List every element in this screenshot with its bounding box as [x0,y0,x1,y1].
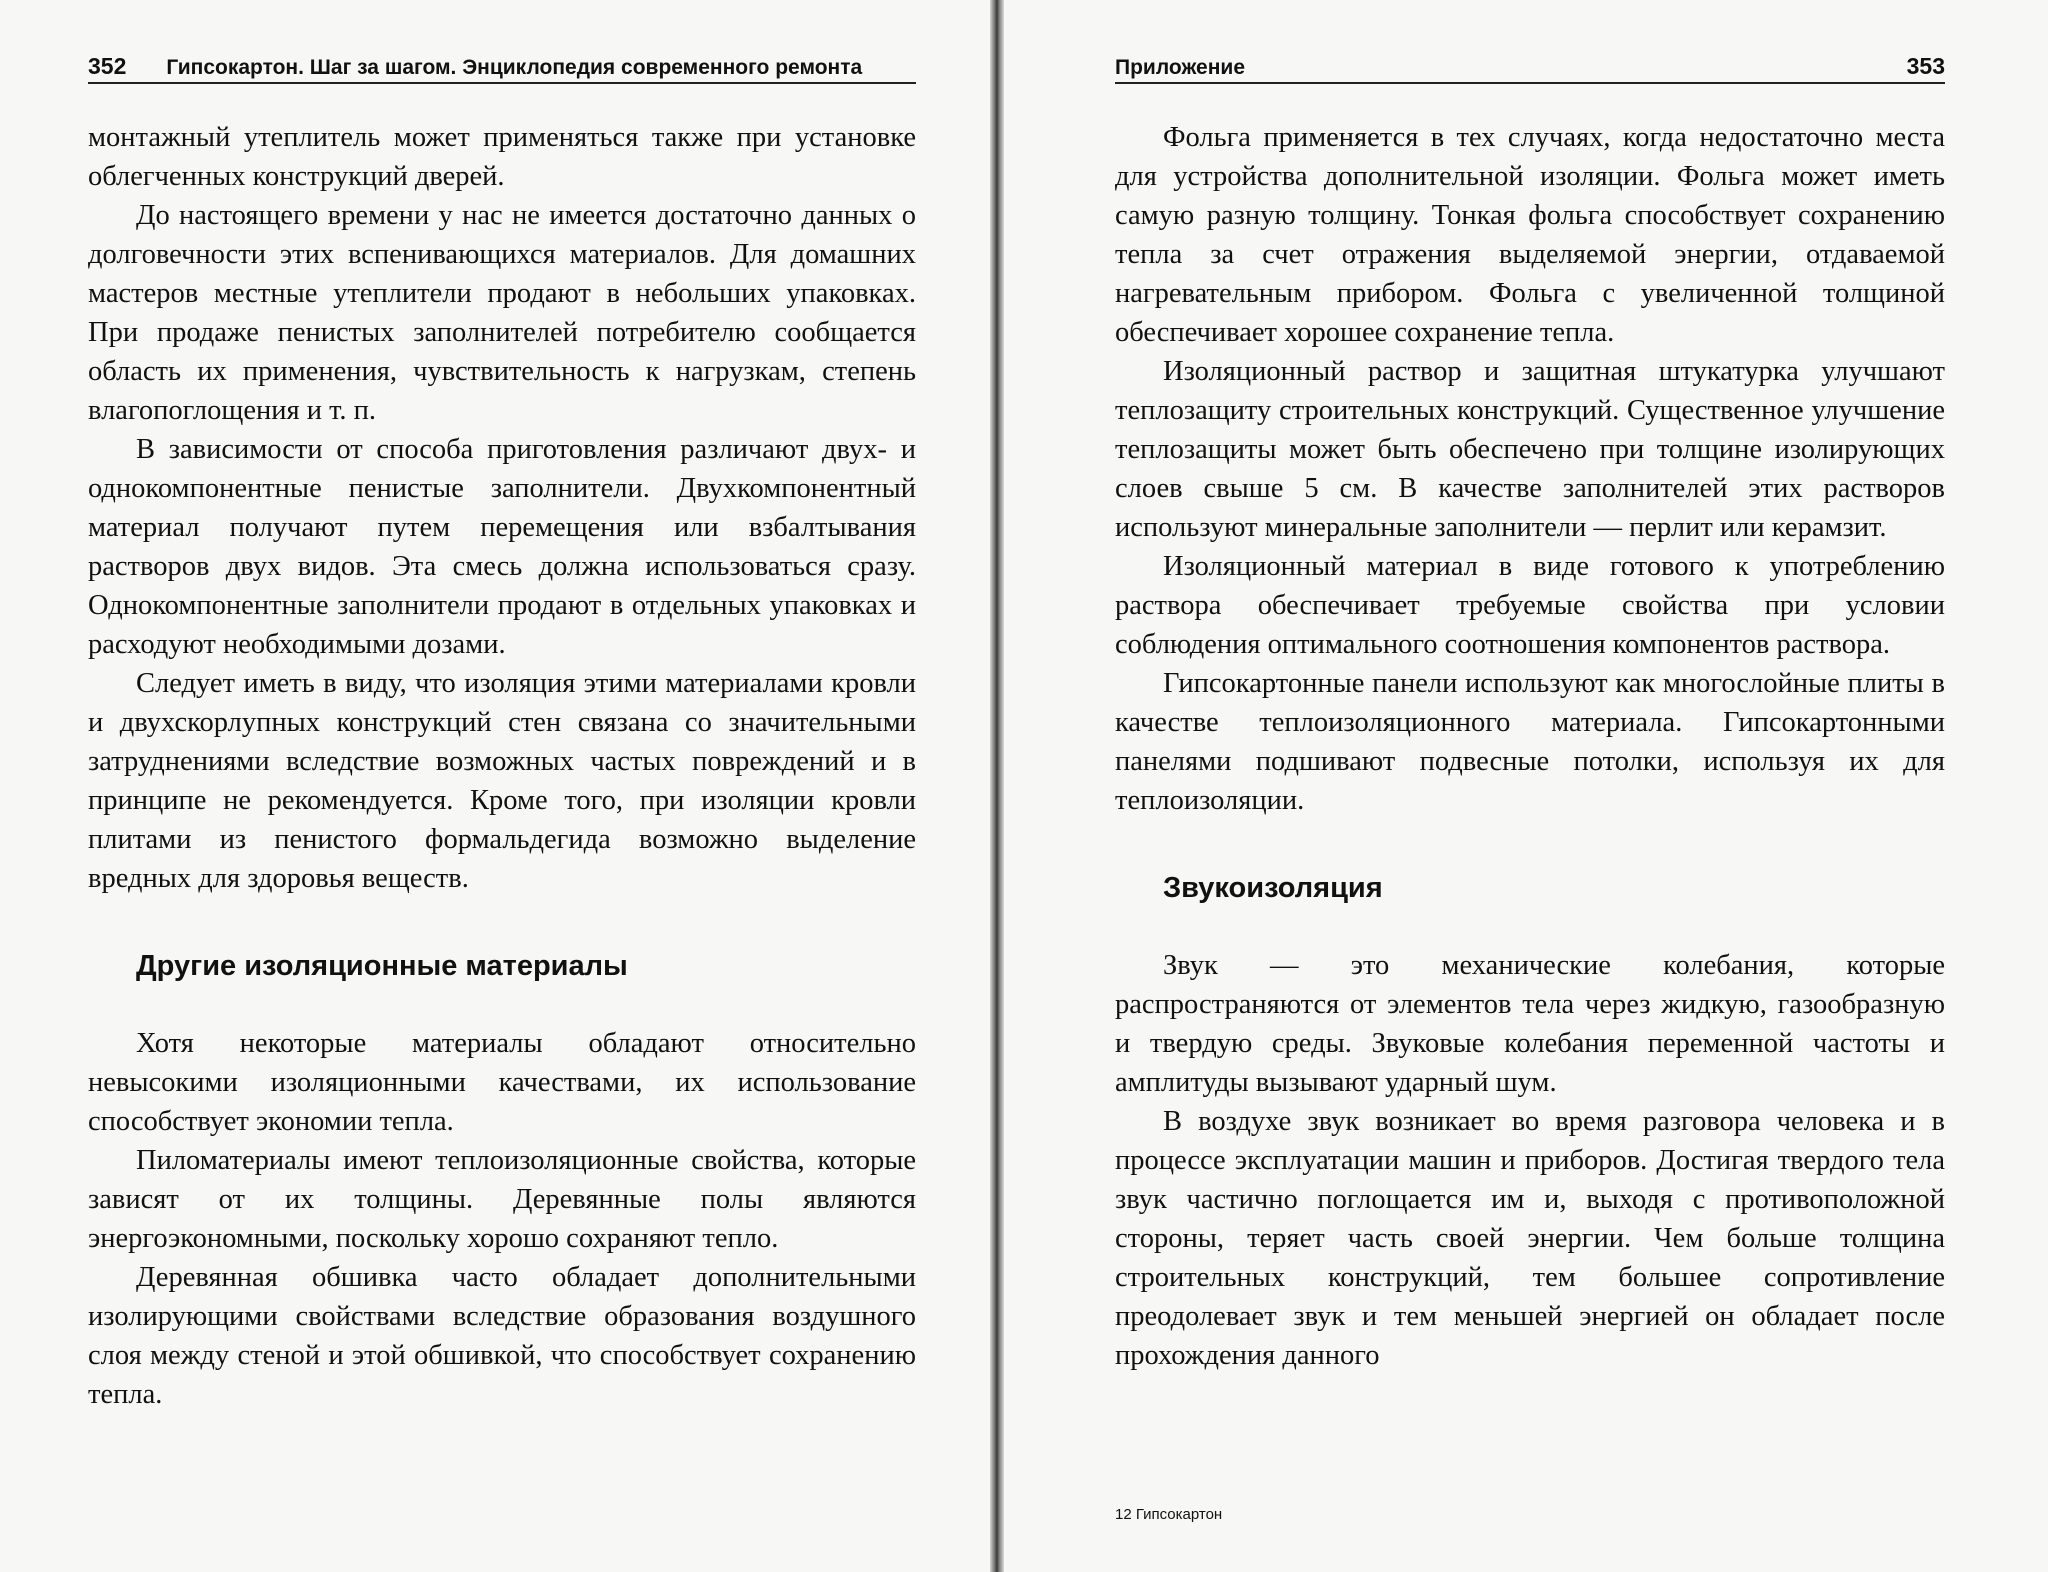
paragraph: Гипсокартонные панели используют как многослойные плиты в качестве теплоизоляционного материала. Гипсокартонными панелями подшивают подвесные потолки, используя их для теплоизоляции. [1115,668,1945,816]
page-number-left: 352 [88,53,127,79]
right-page-text [1115,118,1945,1375]
section-heading: Другие изоляционные материалы [136,950,628,982]
book-spine [990,0,1004,1572]
paragraph: Следует иметь в виду, что изоляция этими материалами кровли и двухскорлупных конструкций стен связана со значительными затруднениями вследствие возможных частых повреждений и в принципе не рекомендуется. Кроме того, при изоляции кровли плитами из пенистого формальдегида возможно выделение вредных для здоровья веществ. [88,668,916,894]
paragraph: В воздухе звук возникает во время разговора человека и в процессе эксплуатации машин и приборов. Достигая твердого тела звук частично поглощается им и, выходя с противоположной стороны, теряет часть своей энергии. Чем больше толщина строительных конструкций, тем большее сопротивление преодолевает звук и тем меньшей энергией он обладает после прохождения данного [1115,1106,1945,1371]
running-head-left [88,50,916,84]
page-number-right: 353 [1906,53,1945,79]
paragraph: монтажный утеплитель может применяться также при установке облегченных конструкций дверей. [88,122,916,192]
paragraph: Хотя некоторые материалы обладают относительно невысокими изоляционными качествами, их использование способствует экономии тепла. [88,1028,916,1137]
right-page [1004,0,2048,1572]
paragraph: До настоящего времени у нас не имеется достаточно данных о долговечности этих вспенивающихся материалов. Для домашних мастеров местные утеплители продают в небольших упаковках. При продаже пенистых заполнителей потребителю сообщается область их применения, чувствительность к нагрузкам, степень влагопоглощения и т. п. [88,200,916,426]
running-title-right: Приложение [1115,56,1246,79]
signature-mark: 12 Гипсокартон [1115,1506,1223,1523]
running-title-left: Гипсокартон. Шаг за шагом. Энциклопедия современного ремонта [166,56,863,79]
paragraph: Звук — это механические колебания, которые распространяются от элементов тела через жидкую, газообразную и твердую среды. Звуковые колебания переменной частоты и амплитуды вызывают ударный шум. [1115,950,1945,1098]
left-page-text [88,118,916,1414]
paragraph: Деревянная обшивка часто обладает дополнительными изолирующими свойствами вследствие образования воздушного слоя между стеной и этой обшивкой, что способствует сохранению тепла. [88,1262,916,1410]
paragraph: Фольга применяется в тех случаях, когда недостаточно места для устройства дополнительной изоляции. Фольга может иметь самую разную толщину. Тонкая фольга способствует сохранению тепла за счет отражения выделяемой энергии, отдаваемой нагревательным прибором. Фольга с увеличенной толщиной обеспечивает хорошее сохранение тепла. [1115,122,1945,348]
section-heading: Звукоизоляция [1163,872,1383,904]
running-head-right [1115,50,1945,84]
paragraph: В зависимости от способа приготовления различают двух- и однокомпонентные пенистые заполнители. Двухкомпонентный материал получают путем перемещения или взбалтывания растворов двух видов. Эта смесь должна использоваться сразу. Однокомпонентные заполнители продают в отдельных упаковках и расходуют необходимыми дозами. [88,434,916,660]
paragraph: Изоляционный материал в виде готового к употреблению раствора обеспечивает требуемые свойства при условии соблюдения оптимального соотношения компонентов раствора. [1115,551,1945,660]
paragraph: Изоляционный раствор и защитная штукатурка улучшают теплозащиту строительных конструкций. Существенное улучшение теплозащиты может быть обеспечено при толщине изолирующих слоев свыше 5 см. В качестве заполнителей этих растворов используют минеральные заполнители — перлит или керамзит. [1115,356,1945,543]
paragraph: Пиломатериалы имеют теплоизоляционные свойства, которые зависят от их толщины. Деревянные полы являются энергоэкономными, поскольку хорошо сохраняют тепло. [88,1145,916,1254]
left-page [0,0,990,1572]
